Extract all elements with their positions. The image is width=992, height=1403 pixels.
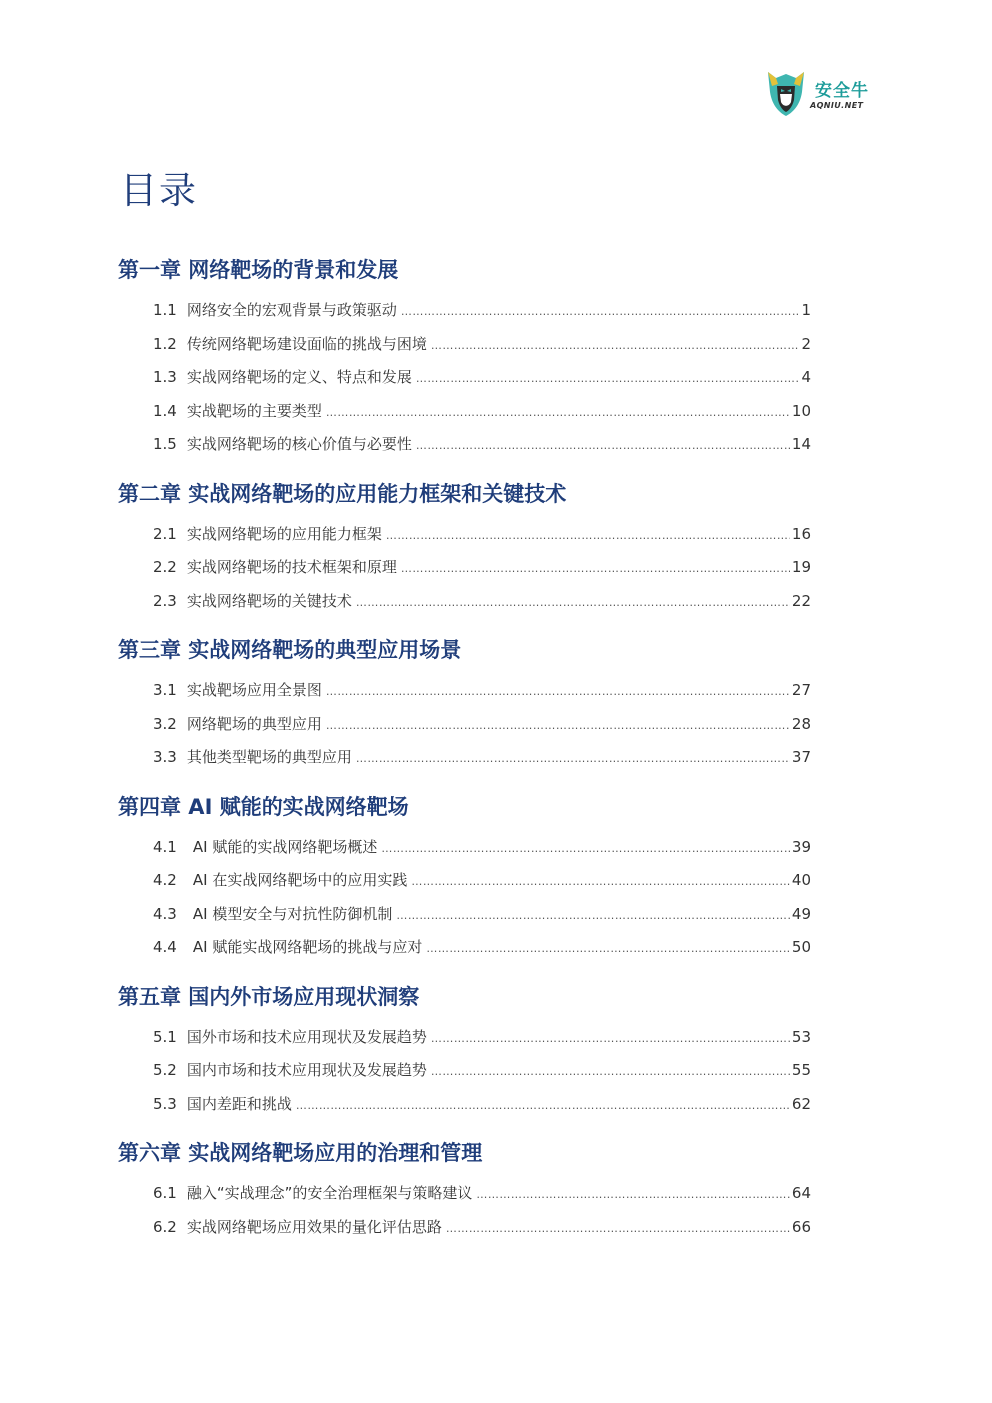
section-title: 国外市场和技术应用现状及发展趋势 (186, 1027, 427, 1046)
dot-leader (386, 519, 790, 553)
dot-leader (326, 709, 790, 743)
toc-entry[interactable] (118, 361, 811, 395)
section-number: 1.3 (153, 368, 177, 386)
section-number: 3.3 (153, 748, 177, 766)
section-number: 1.4 (153, 401, 177, 420)
page-number: 40 (791, 871, 811, 889)
toc-chapter (118, 255, 811, 462)
section-title: 网络靶场的典型应用 (186, 714, 322, 733)
page-number: 62 (791, 1094, 811, 1113)
page-number: 50 (791, 938, 811, 956)
brand-logo (766, 68, 881, 120)
dot-leader (326, 396, 790, 430)
bull-shield-icon (766, 68, 806, 118)
section-title: 实战网络靶场的核心价值与必要性 (186, 435, 412, 453)
dot-leader (426, 932, 790, 966)
section-number: 3.2 (153, 714, 177, 733)
toc-entry[interactable] (118, 518, 811, 552)
section-title: 融入“实战理念”的安全治理框架与策略建议 (186, 1184, 473, 1202)
chapter-title[interactable]: 第一章 网络靶场的背景和发展 (118, 258, 399, 282)
toc-entry[interactable] (118, 1088, 811, 1122)
page-number: 27 (791, 681, 811, 699)
dot-leader (431, 329, 800, 363)
section-number: 4.3 (153, 904, 177, 923)
dot-leader (416, 362, 800, 396)
toc-entry[interactable] (118, 1177, 811, 1211)
dot-leader (356, 586, 790, 620)
page-number: 2 (801, 334, 811, 353)
page-number: 64 (791, 1184, 811, 1202)
toc-entry[interactable] (118, 1211, 811, 1245)
page-number: 28 (791, 714, 811, 733)
toc-entry[interactable] (118, 1021, 811, 1055)
toc-entry[interactable] (118, 1054, 811, 1088)
brand-domain: AQNIU.NET (810, 101, 864, 110)
page-number: 4 (801, 368, 811, 386)
toc-chapter (118, 982, 811, 1122)
dot-leader (296, 1089, 790, 1123)
page-number: 22 (791, 591, 811, 610)
chapter-title[interactable]: 第三章 实战网络靶场的典型应用场景 (118, 638, 462, 662)
dot-leader (431, 1022, 790, 1056)
section-number: 2.3 (153, 591, 177, 610)
page-title: 目录 (120, 169, 198, 212)
chapter-title[interactable]: 第五章 国内外市场应用现状洞察 (118, 984, 420, 1009)
section-title: AI 赋能的实战网络靶场概述 (192, 837, 378, 856)
dot-leader (411, 865, 790, 899)
section-title: AI 赋能实战网络靶场的挑战与应对 (192, 938, 423, 956)
page-number: 55 (791, 1061, 811, 1079)
section-number: 3.1 (153, 681, 177, 699)
dot-leader (396, 899, 790, 933)
toc-entry[interactable] (118, 741, 811, 775)
section-title: 实战靶场的主要类型 (186, 401, 322, 420)
chapter-title[interactable]: 第六章 实战网络靶场应用的治理和管理 (118, 1141, 483, 1165)
toc-entry[interactable] (118, 428, 811, 462)
dot-leader (476, 1178, 790, 1212)
toc-entry[interactable] (118, 551, 811, 585)
section-number: 4.1 (153, 837, 177, 856)
page-number: 10 (791, 401, 811, 420)
section-title: 网络安全的宏观背景与政策驱动 (186, 301, 397, 319)
section-number: 5.2 (153, 1061, 177, 1079)
section-title: AI 模型安全与对抗性防御机制 (192, 904, 393, 923)
section-number: 4.4 (153, 938, 177, 956)
toc-entry[interactable] (118, 294, 811, 328)
section-number: 5.3 (153, 1094, 177, 1113)
table-of-contents (118, 255, 811, 1261)
section-number: 2.1 (153, 524, 177, 543)
brand-name: 安全牛 (815, 81, 869, 101)
section-title: 其他类型靶场的典型应用 (186, 748, 352, 766)
page-number: 19 (791, 558, 811, 576)
section-title: 实战网络靶场应用效果的量化评估思路 (186, 1217, 442, 1236)
dot-leader (356, 742, 790, 776)
toc-chapter (118, 635, 811, 775)
page-number: 66 (791, 1217, 811, 1236)
toc-entry[interactable] (118, 831, 811, 865)
section-title: AI 在实战网络靶场中的应用实践 (192, 871, 408, 889)
section-title: 国内市场和技术应用现状及发展趋势 (186, 1061, 427, 1079)
section-title: 国内差距和挑战 (186, 1094, 292, 1113)
dot-leader (446, 1212, 790, 1246)
toc-entry[interactable] (118, 931, 811, 965)
chapter-title[interactable]: 第四章 AI 赋能的实战网络靶场 (118, 794, 409, 819)
section-title: 实战网络靶场的技术框架和原理 (186, 558, 397, 576)
page-number: 53 (791, 1027, 811, 1046)
page-number: 39 (791, 837, 811, 856)
toc-entry[interactable] (118, 674, 811, 708)
section-number: 5.1 (153, 1027, 177, 1046)
toc-entry[interactable] (118, 585, 811, 619)
toc-chapter (118, 1138, 811, 1244)
dot-leader (401, 295, 800, 329)
toc-chapter (118, 479, 811, 619)
section-title: 实战靶场应用全景图 (186, 681, 322, 699)
toc-entry[interactable] (118, 708, 811, 742)
chapter-title[interactable]: 第二章 实战网络靶场的应用能力框架和关键技术 (118, 481, 567, 506)
section-title: 实战网络靶场的应用能力框架 (186, 524, 382, 543)
section-number: 1.2 (153, 334, 177, 353)
page-number: 14 (791, 435, 811, 453)
dot-leader (431, 1055, 790, 1089)
section-title: 传统网络靶场建设面临的挑战与困境 (186, 334, 427, 353)
section-title: 实战网络靶场的关键技术 (186, 591, 352, 610)
toc-entry[interactable] (118, 395, 811, 429)
dot-leader (381, 832, 790, 866)
page-number: 1 (801, 301, 811, 319)
toc-entry[interactable] (118, 898, 811, 932)
section-number: 1.1 (153, 301, 177, 319)
page-number: 37 (791, 748, 811, 766)
toc-chapter (118, 792, 811, 965)
dot-leader (401, 552, 790, 586)
page-number: 49 (791, 904, 811, 923)
dot-leader (326, 675, 790, 709)
section-number: 6.2 (153, 1217, 177, 1236)
section-number: 4.2 (153, 871, 177, 889)
section-number: 6.1 (153, 1184, 177, 1202)
section-number: 2.2 (153, 558, 177, 576)
toc-entry[interactable] (118, 328, 811, 362)
toc-entry[interactable] (118, 864, 811, 898)
section-number: 1.5 (153, 435, 177, 453)
section-title: 实战网络靶场的定义、特点和发展 (186, 368, 412, 386)
dot-leader (416, 429, 790, 463)
page-number: 16 (791, 524, 811, 543)
